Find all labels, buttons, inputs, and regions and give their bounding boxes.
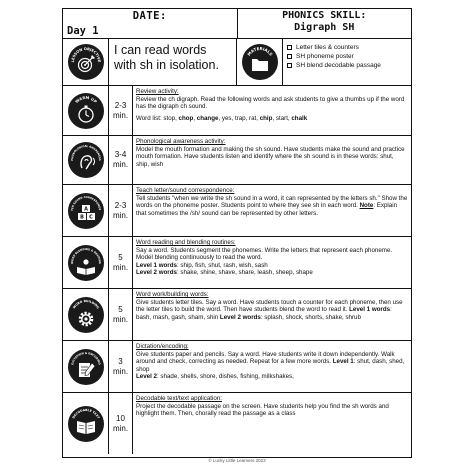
activity-body: Say a word. Students segment the phonemes. Write the letters that represent each phoneme. Model blending continuously to read the word. [136,246,393,262]
activity-body: Model the mouth formation and making the sh sound. Have students make the sound and practice mouth formation. Have students listen and identify where the sh sound is in these words: shut, ship, wish [136,145,405,168]
activity-body: Give students paper and pencils. Say a word. Have students write it down independently. Walk around and check, correcting as needed. Repeat for a few more words. Level 1: shut, dash, shed, shop [136,350,405,373]
date-cell [63,9,237,38]
folder-icon [242,44,278,80]
pencil-paper-icon [68,349,104,385]
minutes-unit: min. [112,110,129,120]
svg-text:DICTATION & ENCODING: DICTATION & ENCODING [69,350,102,365]
day-label: Day 1 [67,25,99,37]
copyright-footer: © Lucky Little Learners 2023 [208,458,266,463]
svg-text:MATERIALS [246,46,274,57]
word-list: Word list: stop, chop, change, yes, trap, rat, chip, start, chalk [136,114,308,122]
svg-text:WARM UP: WARM UP [73,94,98,104]
ear-icon [68,142,104,178]
activity-body: Review the ch digraph. Read the following words and ask students to give a thumbs up if the word has the digraph ch sound. [136,95,405,111]
activity-title: Dictation/encoding: [136,343,189,350]
row-word-building: WORD BUILDING 5 min. Word work/building words: Give students letter tiles. Say a word. Have students touch a counter for each phoneme, then use the letter tiles to build the word. Then have students blend the word to read it. Level 1 words: bash, mash, gash, sham, shin Level 2 words: splash, shock, shorts, shake, shrub [63,289,411,341]
lesson-plan-page [62,8,412,466]
open-book-icon [68,406,104,442]
svg-text:WORD BUILDING: WORD BUILDING [71,298,100,310]
activity-body: Give students letter tiles. Say a word. Have students touch a counter for each phoneme, then use the letter tiles to build the word. Then have students blend the word to read it. Level 1 words: bash, mash, gash, sham, shin Level 2 words: splash, shock, shorts, shake, shrub [136,298,403,321]
row-word-blending: WORD BLENDING & READING 5 min. Word reading and blending routines: Say a word. Students segment the phonemes. Write the letters that represent each phoneme. Model blending continuously to read the word. Level 1 words: ship, fish, shut, rash, wish, sash Level 2 words: shake, shine, shave, share, leash, sheep, shape [63,237,411,289]
svg-text:LETTER SOUND CORRESPONDENCE: TER SOUND CORRESPONDE [70,195,101,211]
activity-title: Phonological awareness activity: [136,138,226,145]
gear-icon [68,297,104,333]
objective-icon-label: LESSON OBJECTIVE [70,46,101,63]
lesson-plan-sheet [62,8,412,458]
svg-text:DECODABLE TEXT: DECODABLE TEXT [70,407,101,419]
row-letter-sound: TER SOUND CORRESPONDE A B C 2-3 min. Teach letter/sound correspondence: Tell students "when we write the sh sound in a word, it can represented by the letters sh." Show the words on the phoneme poster. Students point to where they see sh in each word. Note: Explain that sometimes the /sh/ sound can be represented by other letters. [63,185,411,237]
activity-body: Tell students "when we write the sh sound in a word, it can represented by the letters sh." Show the words on the phoneme poster. Students point to where they see sh in each word. Note: Explain that sometimes the /sh/ sound can be represented by other letters. [136,194,408,217]
objective-text: I can read words with sh in isolation. [109,39,237,85]
row-phonological-awareness: PHONOLOGICAL AWARENESS 3-4 min. Phonological awareness activity: Model the mouth formation and making the sh sound. Have students make the sound and practice mouth formation. Have students listen and identify where the sh sound is in these words: shut, ship, wish [63,136,411,185]
row-dictation: DICTATION & ENCODING 3 min. Dictation/encoding: Give students paper and pencils. Say a word. Have students write it down independently. Walk around and check, correcting as needed. Repeat for a few more words. Level 1: shut, dash, shed, shop Level 2: shade, shells, shore, dishes, fishing, milkshakes, [63,341,411,393]
svg-text:B: B [79,214,84,220]
svg-text:WORD BLENDING & READING: WORD BLENDING & READING [70,247,101,264]
abc-blocks-icon [68,193,104,229]
checkbox-icon[interactable] [287,54,292,59]
checkbox-icon[interactable] [287,63,292,68]
activity-title: Word reading and blending routines: [136,239,236,246]
materials-list [283,39,411,85]
header [63,9,411,39]
activity-title: Review activity: [136,88,179,95]
level-2-words: Level 2: shade, shells, shore, dishes, fishing, milkshakes, [136,373,294,381]
svg-text:LESSON OBJECTIVE [70,47,100,63]
row-warm-up [63,86,411,136]
reading-icon [68,245,104,281]
materials-item: SH blend decodable passage [287,61,407,70]
objective-icon-cell [63,39,109,85]
skill-cell [237,9,412,38]
checkbox-icon[interactable] [287,45,292,50]
date-label: DATE: [132,10,167,22]
row-decodable-text: DECODABLE TEXT 10 min. Decodable text/text application: Project the decodable passage on the screen. Have students help you find the sh words and highlight them. Then, chorally read the passage as a class [63,393,411,454]
level-2-words: Level 2 words: shake, shine, shave, share, leash, sheep, shape [136,269,313,277]
activity-title: Teach letter/sound correspondence: [136,187,235,194]
materials-item: Letter tiles & counters [287,43,407,52]
activity-title: Word work/building words: [136,291,209,298]
svg-text:PHONOLOGICAL AWARENESS: PHONOLOGICAL AWARENESS [70,144,101,161]
svg-text:A: A [83,206,88,212]
materials-item: SH phoneme poster [287,52,407,61]
skill-value: Digraph SH [294,22,355,33]
svg-text:C: C [88,214,93,220]
activity-body: Project the decodable passage on the screen. Have students help you find the sh words and highlight them. Then, chorally read the passage as a class [136,402,389,418]
skill-label: PHONICS SKILL: [282,10,367,21]
target-icon [68,44,104,80]
minutes-value: 2-3 [114,100,127,110]
activity-title: Decodable text/text application: [136,395,222,402]
level-1-words: Level 1 words: ship, fish, shut, rash, wish, sash [136,261,268,269]
stopwatch-icon [68,93,104,129]
materials-icon-label: MATERIALS [245,45,274,57]
materials-icon-cell [237,39,283,85]
objective-row [63,39,411,86]
